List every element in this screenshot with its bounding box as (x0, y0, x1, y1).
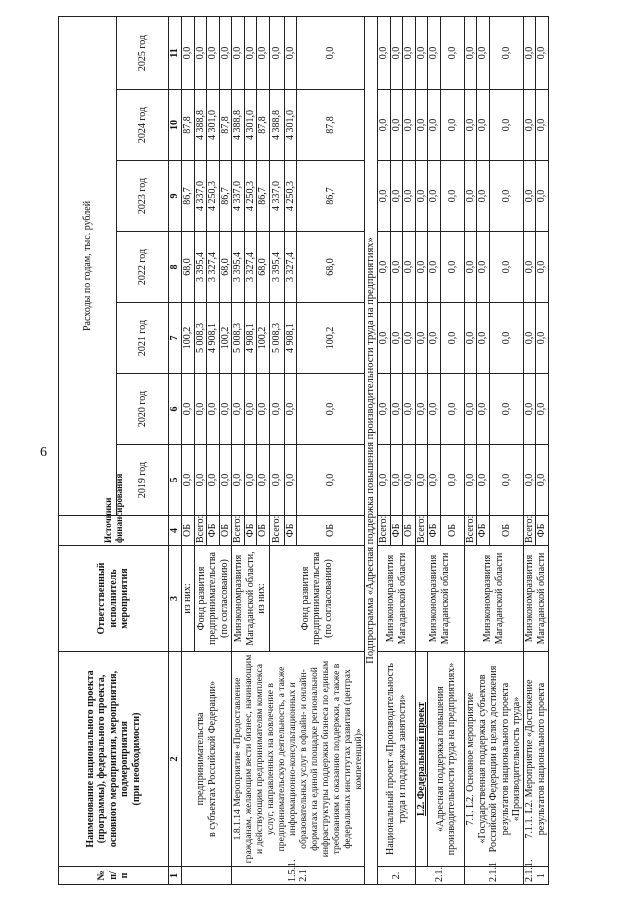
cell-value: 0,0 (194, 445, 207, 516)
row-name-bold: L2. Федеральный проект (415, 652, 428, 867)
cell-value: 100,2 (182, 303, 195, 374)
cell-value: 0,0 (428, 161, 441, 232)
cell-value: 0,0 (464, 445, 477, 516)
cell-value: 0,0 (390, 303, 403, 374)
page-number: 6 (40, 445, 47, 460)
cell-value: 0,0 (489, 303, 523, 374)
cell-value: 68,0 (297, 232, 365, 303)
year-2024: 2024 год (117, 90, 169, 161)
year-2021: 2021 год (117, 303, 169, 374)
cell-value: 0,0 (403, 90, 416, 161)
cell-value: 0,0 (284, 445, 297, 516)
cell-value: 87,8 (219, 90, 232, 161)
cell-value: 3 395,4 (232, 232, 245, 303)
cell-value: 5 008,3 (269, 303, 284, 374)
cell-value: 0,0 (428, 445, 441, 516)
cell-value: 3 327,4 (284, 232, 297, 303)
row-name: Национальный проект «Производительность труда и поддержка занятости» (378, 652, 416, 867)
cell-value: 100,2 (219, 303, 232, 374)
row-responsible: Минэкономразвития Магаданской области (415, 546, 464, 652)
cell-value: 0,0 (403, 445, 416, 516)
cell-value: 0,0 (403, 303, 416, 374)
row-no: 2. (378, 867, 416, 885)
cell-value: 0,0 (464, 232, 477, 303)
cell-value: 0,0 (523, 374, 536, 445)
cell-value: 0,0 (269, 16, 284, 89)
cell-value: 4 388,8 (269, 90, 284, 161)
cell-value: 0,0 (440, 16, 464, 89)
cell-value: 0,0 (378, 374, 391, 445)
cell-value: 4 388,8 (232, 90, 245, 161)
cell-value: 0,0 (477, 90, 490, 161)
cell-value: 0,0 (244, 16, 257, 89)
cell-value: 0,0 (219, 374, 232, 445)
cell-value: 0,0 (182, 445, 195, 516)
cell-value: 4 250,3 (207, 161, 220, 232)
cell-value: 0,0 (477, 303, 490, 374)
row-name: «Адресная поддержка повышения производительности труда на предприятиях» (428, 652, 465, 867)
col-num: 10 (169, 90, 182, 161)
row-source: ФБ (390, 516, 403, 546)
cell-value: 4 388,8 (194, 90, 207, 161)
cell-value: 4 250,3 (244, 161, 257, 232)
cell-value: 0,0 (269, 374, 284, 445)
cell-value: 4 301,0 (244, 90, 257, 161)
row-source: Всего: (232, 516, 245, 546)
header-no: № п/п (59, 867, 169, 885)
cell-value: 87,8 (182, 90, 195, 161)
cell-value: 0,0 (523, 90, 536, 161)
cell-value: 3 395,4 (194, 232, 207, 303)
cell-value: 0,0 (378, 445, 391, 516)
cell-value: 0,0 (464, 90, 477, 161)
cell-value: 0,0 (440, 90, 464, 161)
row-source: Всего: (464, 516, 477, 546)
column-numbers-row (169, 16, 182, 884)
cell-value: 0,0 (378, 16, 391, 89)
cell-value: 0,0 (440, 161, 464, 232)
row-source: ФБ (477, 516, 490, 546)
cell-value: 0,0 (523, 445, 536, 516)
cell-value: 4 337,0 (269, 161, 284, 232)
row-name: 7.1.1. L2. Мероприятие «Достижение результатов национального проекта (523, 652, 548, 867)
row-name: 1.8.1.14 Мероприятие «Предоставление гражданам, желающим вести бизнес, начинающим и действующим предпринимателям комплекса услуг, направленных на вовлечение в предпринимательскую деятельность, а также информационно-консультационных и образовательных услуг в офлайн- и онлайн-форматах на единой площадке региональной инфраструктуры поддержки бизнеса по единым требованиям к оказанию поддержки, а также в федеральных институтах развития (центрах компетенций)» (232, 652, 365, 867)
cell-value: 4 337,0 (232, 161, 245, 232)
cell-value: 0,0 (523, 16, 536, 89)
cell-value: 0,0 (257, 16, 270, 89)
cell-value: 0,0 (428, 90, 441, 161)
header-source: Источники финансирования (59, 516, 169, 546)
cell-value: 0,0 (415, 232, 428, 303)
cell-value: 0,0 (403, 161, 416, 232)
cell-value: 86,7 (182, 161, 195, 232)
col-num: 5 (169, 445, 182, 516)
row-source: ОБ (489, 516, 523, 546)
cell-value: 4 250,3 (284, 161, 297, 232)
row-source: ОБ (219, 516, 232, 546)
cell-value: 87,8 (297, 90, 365, 161)
cell-value: 0,0 (536, 161, 549, 232)
row-source: ФБ (428, 516, 441, 546)
cell-value: 4 301,0 (207, 90, 220, 161)
cell-value: 0,0 (297, 445, 365, 516)
cell-value: 0,0 (269, 445, 284, 516)
row-responsible: Минэкономразвития Магаданской области, из них: (232, 546, 270, 652)
subprogram-title: Подпрограмма «Адресная поддержка повышения производительности труда на предприятиях» (365, 16, 378, 884)
row-source: ФБ (244, 516, 257, 546)
cell-value: 0,0 (536, 303, 549, 374)
cell-value: 86,7 (219, 161, 232, 232)
cell-value: 0,0 (523, 161, 536, 232)
col-num: 3 (169, 546, 182, 652)
cell-value: 0,0 (207, 374, 220, 445)
subprogram-row (365, 16, 378, 884)
cell-value: 5 008,3 (194, 303, 207, 374)
table-row (523, 16, 536, 884)
col-num: 9 (169, 161, 182, 232)
row-no (182, 867, 232, 885)
cell-value: 0,0 (428, 232, 441, 303)
cell-value: 0,0 (415, 303, 428, 374)
cell-value: 87,8 (257, 90, 270, 161)
cell-value: 0,0 (536, 374, 549, 445)
col-num: 2 (169, 652, 182, 867)
year-2020: 2020 год (117, 374, 169, 445)
row-source: Всего: (194, 516, 207, 546)
cell-value: 100,2 (297, 303, 365, 374)
cell-value: 0,0 (415, 16, 428, 89)
row-source: Всего: (415, 516, 428, 546)
cell-value: 4 301,0 (284, 90, 297, 161)
cell-value: 0,0 (523, 232, 536, 303)
cell-value: 0,0 (440, 445, 464, 516)
cell-value: 0,0 (477, 374, 490, 445)
cell-value: 0,0 (477, 161, 490, 232)
row-responsible: Фонд развития предпринимательства (по согласованию) (269, 546, 365, 652)
cell-value: 0,0 (489, 90, 523, 161)
cell-value: 0,0 (219, 16, 232, 89)
row-responsible: Минэкономразвития Магаданской области (523, 546, 548, 652)
cell-value: 0,0 (297, 16, 365, 89)
cell-value: 0,0 (415, 161, 428, 232)
table-row (428, 16, 441, 884)
cell-value: 3 395,4 (269, 232, 284, 303)
col-num: 6 (169, 374, 182, 445)
cell-value: 0,0 (477, 16, 490, 89)
col-num: 4 (169, 516, 182, 546)
rotated-table-wrapper (58, 17, 630, 885)
row-name: 7.1. L2. Основное мероприятие «Государственная поддержка субъектов Российской Федерации в целях достижения результатов национального проекта «Производительность труда» (464, 652, 523, 867)
cell-value: 0,0 (207, 16, 220, 89)
cell-value: 0,0 (378, 161, 391, 232)
cell-value: 0,0 (464, 303, 477, 374)
cell-value: 0,0 (536, 16, 549, 89)
year-2023: 2023 год (117, 161, 169, 232)
cell-value: 0,0 (489, 232, 523, 303)
cell-value: 0,0 (403, 16, 416, 89)
row-source: ФБ (284, 516, 297, 546)
cell-value: 0,0 (182, 16, 195, 89)
row-no: 2.1.1. 1 (523, 867, 548, 885)
cell-value: 0,0 (390, 90, 403, 161)
cell-value: 0,0 (194, 374, 207, 445)
cell-value: 68,0 (219, 232, 232, 303)
cell-value: 0,0 (378, 303, 391, 374)
cell-value: 0,0 (415, 374, 428, 445)
cell-value: 4 337,0 (194, 161, 207, 232)
cell-value: 0,0 (284, 16, 297, 89)
cell-value: 0,0 (378, 90, 391, 161)
year-2022: 2022 год (117, 232, 169, 303)
row-source: ОБ (257, 516, 270, 546)
cell-value: 0,0 (378, 232, 391, 303)
cell-value: 0,0 (477, 445, 490, 516)
table-row (464, 16, 477, 884)
cell-value: 0,0 (390, 161, 403, 232)
cell-value: 0,0 (489, 161, 523, 232)
year-2019: 2019 год (117, 445, 169, 516)
header-name: Наименование национального проекта (программы), федерального проекта, основного мероприятия, мероприятия, подмероприятия (при необходимости) (59, 652, 169, 867)
row-source: ОБ (440, 516, 464, 546)
cell-value: 0,0 (207, 445, 220, 516)
cell-value: 0,0 (440, 374, 464, 445)
cell-value: 100,2 (257, 303, 270, 374)
cell-value: 0,0 (415, 445, 428, 516)
row-source: ОБ (297, 516, 365, 546)
cell-value: 0,0 (244, 374, 257, 445)
row-source: Всего: (523, 516, 536, 546)
cell-value: 86,7 (297, 161, 365, 232)
cell-value: 4 908,1 (207, 303, 220, 374)
cell-value: 0,0 (536, 90, 549, 161)
row-no: 1.5.1. 2.1 (232, 867, 365, 885)
cell-value: 4 908,1 (284, 303, 297, 374)
cell-value: 0,0 (232, 374, 245, 445)
cell-value: 0,0 (232, 16, 245, 89)
cell-value: 0,0 (489, 16, 523, 89)
cell-value: 0,0 (428, 303, 441, 374)
col-num: 8 (169, 232, 182, 303)
cell-value: 0,0 (464, 161, 477, 232)
col-num: 11 (169, 16, 182, 89)
cell-value: 0,0 (477, 232, 490, 303)
table-row (378, 16, 391, 884)
cell-value: 0,0 (489, 445, 523, 516)
cell-value: 68,0 (257, 232, 270, 303)
cell-value: 0,0 (403, 232, 416, 303)
row-no: 2.1. (415, 867, 464, 885)
cell-value: 0,0 (440, 232, 464, 303)
cell-value: 3 327,4 (207, 232, 220, 303)
row-responsible: Фонд развития предпринимательства (по согласованию) (194, 546, 232, 652)
col-num: 7 (169, 303, 182, 374)
cell-value: 0,0 (390, 232, 403, 303)
cell-value: 0,0 (219, 445, 232, 516)
cell-value: 5 008,3 (232, 303, 245, 374)
row-responsible: из них: (182, 546, 195, 652)
header-responsible: Ответственный исполнитель мероприятия (59, 546, 169, 652)
header-row (59, 16, 117, 884)
cell-value: 68,0 (182, 232, 195, 303)
cell-value: 0,0 (536, 232, 549, 303)
cell-value: 0,0 (182, 374, 195, 445)
cell-value: 0,0 (244, 445, 257, 516)
row-source: ФБ (536, 516, 549, 546)
cell-value: 0,0 (284, 374, 297, 445)
cell-value: 0,0 (257, 374, 270, 445)
row-source: ОБ (403, 516, 416, 546)
expenses-table (58, 16, 549, 885)
col-num: 1 (169, 867, 182, 885)
cell-value: 0,0 (415, 90, 428, 161)
cell-value: 0,0 (523, 303, 536, 374)
cell-value: 0,0 (194, 16, 207, 89)
row-no: 2.1.1 (464, 867, 523, 885)
document-page (58, 17, 630, 885)
cell-value: 4 908,1 (244, 303, 257, 374)
cell-value: 0,0 (390, 374, 403, 445)
cell-value: 0,0 (440, 303, 464, 374)
cell-value: 0,0 (428, 16, 441, 89)
table-row (182, 16, 195, 884)
cell-value: 0,0 (232, 445, 245, 516)
year-2025: 2025 год (117, 16, 169, 89)
cell-value: 0,0 (536, 445, 549, 516)
header-expenses: Расходы по годам, тыс. рублей (59, 16, 117, 515)
cell-value: 0,0 (464, 374, 477, 445)
row-source: ОБ (182, 516, 195, 546)
cell-value: 0,0 (403, 374, 416, 445)
row-source: Всего: (378, 516, 391, 546)
cell-value: 0,0 (390, 445, 403, 516)
cell-value: 3 327,4 (244, 232, 257, 303)
cell-value: 0,0 (428, 374, 441, 445)
table-row (415, 16, 428, 884)
cell-value: 0,0 (464, 16, 477, 89)
cell-value: 0,0 (297, 374, 365, 445)
row-source: ФБ (207, 516, 220, 546)
cell-value: 0,0 (489, 374, 523, 445)
row-responsible: Минэкономразвития Магаданской области (378, 546, 416, 652)
row-source: Всего: (269, 516, 284, 546)
cell-value: 0,0 (257, 445, 270, 516)
row-responsible: Минэкономразвития Магаданской области (464, 546, 523, 652)
table-row (232, 16, 245, 884)
cell-value: 0,0 (390, 16, 403, 89)
row-name: предпринимательства в субъектах Российской Федерации» (182, 652, 232, 867)
cell-value: 86,7 (257, 161, 270, 232)
